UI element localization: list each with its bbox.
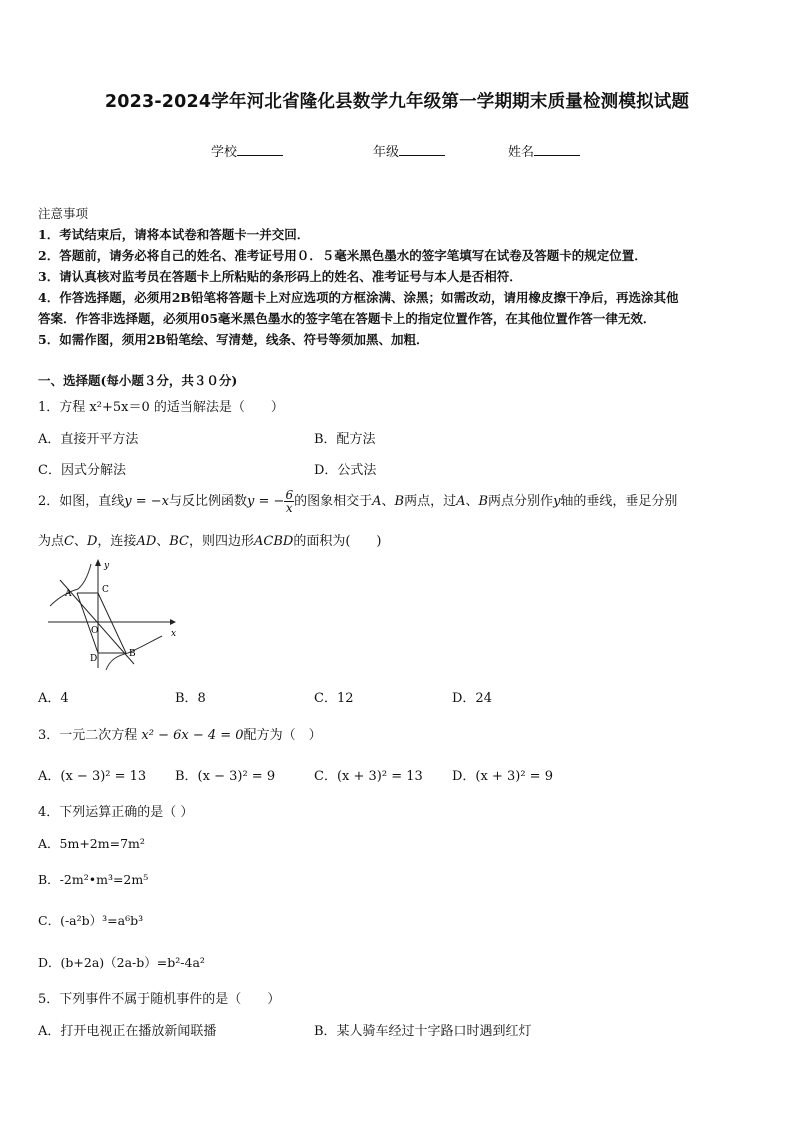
hyperbola-branch-left bbox=[50, 564, 91, 606]
question-1-stem bbox=[38, 396, 284, 415]
q1-text: 的适当解法是（ ） bbox=[149, 400, 284, 415]
notice-item: 1．考试结束后，请将本试卷和答题卡一并交回． bbox=[38, 227, 310, 242]
q2-figure bbox=[40, 556, 190, 672]
q2-text: 、 bbox=[465, 494, 479, 509]
question-4-stem: 4．下列运算正确的是（ ） bbox=[38, 805, 194, 820]
label-y: y bbox=[104, 561, 110, 571]
q1-option-c: C．因式分解法 bbox=[38, 463, 126, 478]
q2-option-c: C．12 bbox=[314, 691, 354, 706]
segment-ad: AD bbox=[136, 534, 157, 549]
q2-option-b: B．8 bbox=[175, 691, 206, 706]
q5-option-a: A．打开电视正在播放新闻联播 bbox=[38, 1024, 217, 1039]
q2-text: 的图象相交于 bbox=[294, 494, 373, 509]
segment-ad-line bbox=[77, 593, 98, 653]
segment-bc: BC bbox=[169, 534, 190, 549]
q2-text: ，则四边形 bbox=[189, 534, 255, 549]
q3-text: 3．一元二次方程 bbox=[38, 728, 142, 743]
segment-bc-line bbox=[98, 593, 126, 653]
q5-option-b: B．某人骑车经过十字路口时遇到红灯 bbox=[314, 1024, 532, 1039]
q2-option-a: A．4 bbox=[38, 691, 69, 706]
page-title: 2023-2024学年河北省隆化县数学九年级第一学期期末质量检测模拟试题 bbox=[104, 92, 690, 112]
q2-text: 、 bbox=[73, 534, 87, 549]
point-c: C bbox=[64, 534, 74, 549]
q3-option-d: D．(x + 3)² = 9 bbox=[452, 769, 553, 784]
notice-item: 5．如需作图，须用2B铅笔绘、写清楚，线条、符号等须加黑、加粗． bbox=[38, 332, 429, 347]
section-heading: 一、选择题(每小题３分，共３０分) bbox=[38, 373, 238, 388]
school-blank bbox=[237, 143, 283, 156]
name-label: 姓名 bbox=[508, 145, 535, 160]
grade-blank bbox=[399, 143, 445, 156]
q2-text: 、 bbox=[156, 534, 170, 549]
q3-option-b: B．(x − 3)² = 9 bbox=[175, 769, 276, 784]
question-5-stem: 5．下列事件不属于随机事件的是（ ） bbox=[38, 992, 281, 1007]
q2-text: 轴的垂线，垂足分别 bbox=[560, 494, 678, 509]
name-field bbox=[508, 141, 580, 160]
q2-text: 与反比例函数 bbox=[169, 494, 248, 509]
quadrilateral-acbd: ACBD bbox=[254, 534, 294, 549]
school-field bbox=[211, 141, 283, 160]
q1-option-d: D．公式法 bbox=[314, 463, 377, 478]
q2-text: ，连接 bbox=[97, 534, 137, 549]
label-x: x bbox=[171, 629, 177, 639]
q2-text: 的面积为( ) bbox=[293, 534, 382, 549]
q2-line-equation: y = −x bbox=[124, 494, 170, 509]
q2-option-d: D．24 bbox=[452, 691, 492, 706]
axis-y-symbol: y bbox=[553, 494, 561, 509]
grade-label: 年级 bbox=[373, 145, 400, 160]
point-a: A bbox=[372, 494, 382, 509]
q3-option-a: A．(x − 3)² = 13 bbox=[38, 769, 147, 784]
question-2-stem-line1 bbox=[38, 487, 677, 517]
q3-equation: x² − 6x − 4 = 0 bbox=[141, 728, 244, 743]
name-blank bbox=[534, 143, 580, 156]
q1-option-b: B．配方法 bbox=[314, 432, 376, 447]
school-label: 学校 bbox=[211, 145, 238, 160]
grade-field bbox=[373, 141, 445, 160]
question-3-stem bbox=[38, 724, 322, 743]
q2-text: 两点分别作 bbox=[488, 494, 554, 509]
point-a: A bbox=[456, 494, 466, 509]
fraction-numerator: 6 bbox=[285, 488, 294, 502]
q4-option-b: B．-2m²•m³=2m⁵ bbox=[38, 872, 149, 887]
q2-text: 两点，过 bbox=[404, 494, 457, 509]
q2-fraction bbox=[284, 489, 294, 514]
q3-text: 配方为（ ） bbox=[243, 728, 322, 743]
notice-heading: 注意事项 bbox=[38, 206, 89, 221]
q4-option-a: A．5m+2m=7m² bbox=[38, 836, 145, 851]
q1-option-a: A．直接开平方法 bbox=[38, 432, 139, 447]
fraction-denominator: x bbox=[285, 501, 293, 515]
label-c: C bbox=[102, 585, 109, 595]
y-axis-arrow bbox=[95, 559, 101, 566]
label-a: A bbox=[65, 589, 72, 599]
q2-text: 为点 bbox=[38, 534, 65, 549]
q2-text: 、 bbox=[381, 494, 395, 509]
point-b: B bbox=[394, 494, 405, 509]
notice-item: 答案．作答非选择题，必须用05毫米黑色墨水的签字笔在答题卡上的指定位置作答，在其他位置作答一律无效． bbox=[38, 311, 656, 326]
notice-item: 4．作答选择题，必须用2B铅笔将答题卡上对应选项的方框涂满、涂黑；如需改动，请用橡皮擦干净后，再选涂其他 bbox=[38, 290, 679, 305]
label-d: D bbox=[90, 654, 98, 664]
q3-option-c: C．(x + 3)² = 13 bbox=[314, 769, 423, 784]
label-b: B bbox=[129, 649, 136, 659]
x-axis-arrow bbox=[170, 619, 176, 625]
notice-item: 2．答题前，请务必将自己的姓名、准考证号用０．５毫米黑色墨水的签字笔填写在试卷及答题卡的规定位置． bbox=[38, 248, 647, 263]
point-d: D bbox=[86, 534, 98, 549]
question-2-stem-line2 bbox=[38, 530, 382, 549]
q2-text: 2．如图，直线 bbox=[38, 494, 125, 509]
q2-function-lhs: y = − bbox=[247, 494, 285, 509]
q4-option-d: D．(b+2a)（2a-b）=b²-4a² bbox=[38, 955, 205, 970]
notice-item: 3．请认真核对监考员在答题卡上所粘贴的条形码上的姓名、准考证号与本人是否相符． bbox=[38, 269, 522, 284]
point-b: B bbox=[478, 494, 489, 509]
label-o: O bbox=[91, 626, 99, 636]
q1-equation: x²+5x＝0 bbox=[89, 400, 150, 415]
q1-text: 1．方程 bbox=[38, 400, 90, 415]
q4-option-c: C．(-a²b）³=a⁶b³ bbox=[38, 913, 144, 928]
